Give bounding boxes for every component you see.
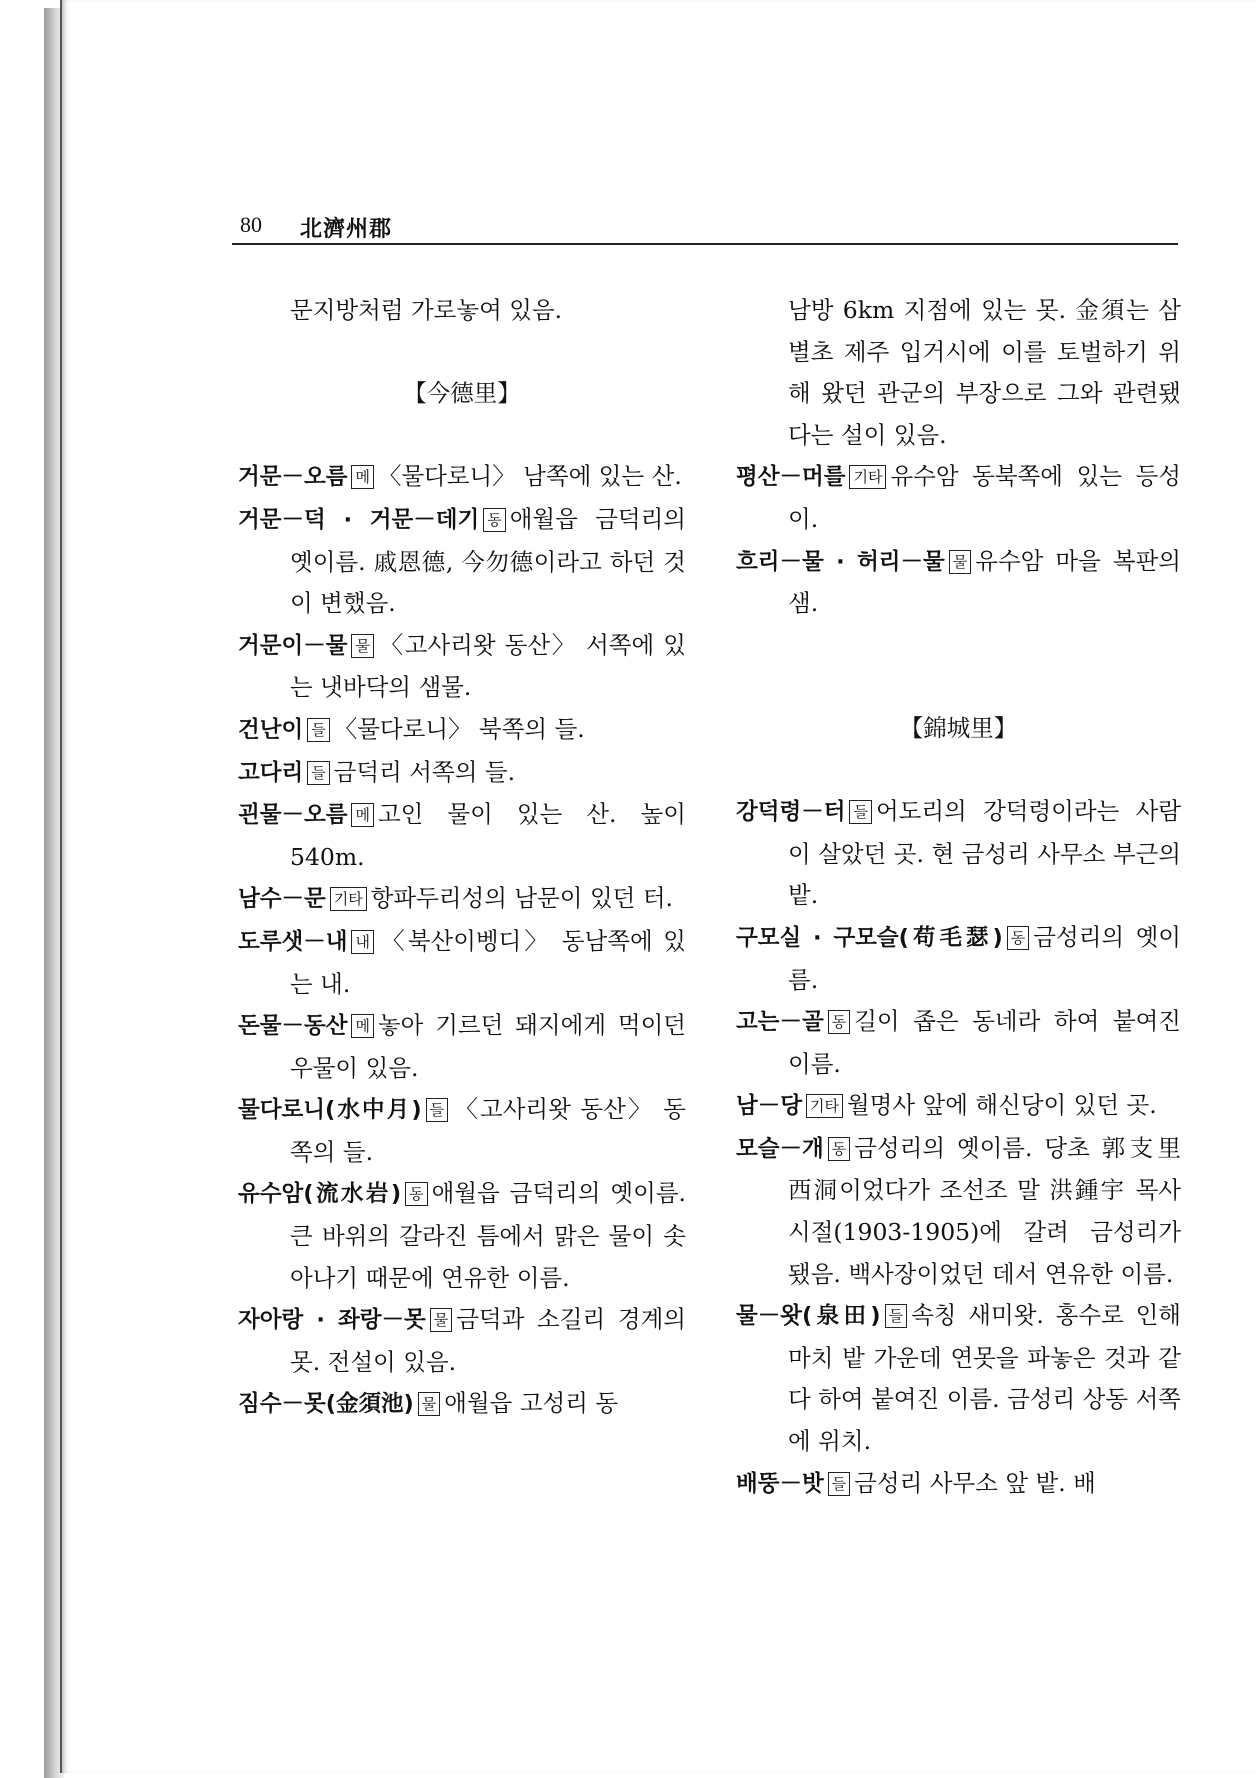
entry-category-tag: 메 xyxy=(351,1014,374,1038)
dictionary-entry xyxy=(238,921,686,1005)
entry-text: 금성리의 옛이름. xyxy=(788,922,1181,994)
entry-category-tag: 물 xyxy=(418,1392,441,1416)
entry-headword: 거문－덕 · 거문－데기 xyxy=(238,506,480,533)
entry-headword: 짐수－못(金須池) xyxy=(238,1391,414,1418)
entry-category-tag: 기타 xyxy=(806,1094,843,1118)
entry-text: 어도리의 강덕령이라는 사람이 살았던 곳. 현 금성리 사무소 부근의 밭. xyxy=(788,797,1181,910)
entry-headword: 돈물－동산 xyxy=(238,1013,348,1040)
entry-text: 유수암 마을 복판의 샘. xyxy=(788,546,1181,618)
entry-headword: 모슬－개 xyxy=(736,1135,824,1162)
header-rule xyxy=(232,243,1178,245)
entry-category-tag: 물 xyxy=(430,1308,453,1332)
dictionary-entry xyxy=(736,1001,1181,1085)
entry-headword: 고다리 xyxy=(238,759,304,786)
entry-text: 항파두리성의 남문이 있던 터. xyxy=(370,884,673,913)
entry-category-tag: 들 xyxy=(885,1304,908,1328)
entry-category-tag: 들 xyxy=(426,1098,449,1122)
dictionary-entry xyxy=(238,709,686,752)
entry-category-tag: 내 xyxy=(351,930,374,954)
entry-text: 금덕과 소길리 경계의 못. 전설이 있음. xyxy=(290,1305,686,1376)
entry-text: 길이 좁은 동네라 하여 붙여진 이름. xyxy=(788,1007,1181,1078)
entry-text: 애월읍 금덕리의 옛이름. 戚恩德, 今勿德이라고 하던 것이 변했음. xyxy=(290,504,686,618)
dictionary-entry xyxy=(736,1128,1181,1295)
entry-category-tag: 물 xyxy=(351,634,374,658)
entry-category-tag: 동 xyxy=(828,1010,851,1034)
entry-category-tag: 동 xyxy=(405,1182,428,1206)
entry-text: 속칭 새미왓. 홍수로 인해 마치 밭 가운데 연못을 파놓은 것과 같다 하여 붙여진 이름. 금성리 상동 서쪽에 위치. xyxy=(788,1301,1181,1456)
dictionary-entry xyxy=(736,1085,1181,1128)
dictionary-entry xyxy=(238,752,686,795)
entry-headword: 강덕령－터 xyxy=(736,799,846,826)
entry-headword: 남－당 xyxy=(736,1093,802,1120)
entry-headword: 자아랑 · 좌랑－못 xyxy=(238,1307,426,1334)
section-heading: 【今德里】 xyxy=(403,379,521,408)
entry-text: 금덕리 서쪽의 들. xyxy=(333,757,516,786)
dictionary-entry xyxy=(736,1463,1181,1506)
page-header xyxy=(240,212,1170,242)
entry-headword: 괸물－오름 xyxy=(238,802,348,829)
entry-text: 놓아 기르던 돼지에게 먹이던 우물이 있음. xyxy=(290,1011,686,1082)
dictionary-entry xyxy=(238,1005,686,1089)
dictionary-entry xyxy=(238,794,686,878)
entry-headword: 흐리－물 · 허리－물 xyxy=(736,548,945,575)
dictionary-entry xyxy=(238,1299,686,1383)
dictionary-entry xyxy=(238,1173,686,1299)
entry-text: 월명사 앞에 해신당이 있던 곳. xyxy=(846,1091,1157,1120)
running-title: 北濟州郡 xyxy=(300,217,393,242)
entry-text: 〈고사리왓 동산〉 서쪽에 있는 냇바닥의 샘물. xyxy=(290,630,686,702)
entry-text: 고인 물이 있는 산. 높이 540m. xyxy=(290,800,686,871)
entry-list xyxy=(736,456,1181,624)
entry-headword: 거문이－물 xyxy=(238,632,348,659)
dictionary-entry xyxy=(736,541,1181,625)
entry-headword: 고는－골 xyxy=(736,1009,824,1036)
entry-headword: 유수암(流水岩) xyxy=(238,1181,402,1208)
entry-category-tag: 물 xyxy=(949,550,972,574)
entry-list xyxy=(736,791,1181,1505)
entry-category-tag: 들 xyxy=(307,761,330,785)
entry-category-tag: 메 xyxy=(351,803,374,827)
entry-text: 〈물다로니〉 북쪽의 들. xyxy=(333,714,585,743)
dictionary-entry xyxy=(736,1295,1181,1462)
entry-category-tag: 들 xyxy=(828,1472,851,1496)
entry-text: 금성리의 옛이름. 당초 郭支里 西洞이었다가 조선조 말 洪鍾宇 목사 시절(1903-1905)에 갈려 금성리가 됐음. 백사장이었던 데서 연유한 이름. xyxy=(788,1133,1181,1288)
entry-headword: 남수－문 xyxy=(238,886,326,913)
dictionary-entry xyxy=(238,499,686,625)
entry-category-tag: 들 xyxy=(307,718,330,742)
entry-headword: 배뚱－밧 xyxy=(736,1470,824,1497)
left-column xyxy=(238,290,686,1426)
entry-category-tag: 메 xyxy=(351,465,374,489)
continued-text: 문지방처럼 가로놓여 있음. xyxy=(290,296,563,324)
entry-headword: 거문－오름 xyxy=(238,464,348,491)
dictionary-entry xyxy=(238,878,686,921)
entry-category-tag: 동 xyxy=(1007,926,1030,950)
entry-category-tag: 기타 xyxy=(849,465,886,489)
entry-headword: 건난이 xyxy=(238,716,304,743)
entry-text: 〈북산이벵디〉 동남쪽에 있는 내. xyxy=(290,926,686,998)
dictionary-entry xyxy=(736,917,1181,1001)
continued-text: 남방 6km 지점에 있는 못. 金須는 삼별초 제주 입거시에 이를 토벌하기 위해 왔던 관군의 부장으로 그와 관련됐다는 설이 있음. xyxy=(788,296,1181,449)
entry-headword: 물다로니(水中月) xyxy=(238,1097,422,1124)
right-column xyxy=(736,290,1181,1505)
dictionary-entry xyxy=(238,625,686,709)
page-number: 80 xyxy=(240,212,262,237)
entry-text: 〈물다로니〉 남쪽에 있는 산. xyxy=(377,462,682,491)
entry-text: 애월읍 고성리 동 xyxy=(444,1389,619,1418)
entry-category-tag: 동 xyxy=(828,1137,851,1161)
entry-text: 금성리 사무소 앞 밭. 배 xyxy=(854,1468,1096,1497)
entry-text: 유수암 동북쪽에 있는 등성이. xyxy=(788,462,1181,533)
section-heading: 【錦城里】 xyxy=(899,713,1018,742)
entry-text: 〈고사리왓 동산〉 동쪽의 들. xyxy=(290,1095,686,1166)
dictionary-entry xyxy=(736,456,1181,540)
entry-list xyxy=(238,456,686,1426)
entry-category-tag: 들 xyxy=(849,800,872,824)
entry-headword: 도루샛－내 xyxy=(238,928,348,955)
entry-text: 애월읍 금덕리의 옛이름. 큰 바위의 갈라진 틈에서 맑은 물이 솟아나기 때문에 연유한 이름. xyxy=(290,1179,686,1292)
dictionary-entry xyxy=(736,791,1181,917)
entry-headword: 구모실 · 구모슬(苟毛瑟) xyxy=(736,924,1003,951)
entry-headword: 물－왓(泉田) xyxy=(736,1303,881,1330)
entry-category-tag: 기타 xyxy=(330,887,367,911)
entry-headword: 평산－머를 xyxy=(736,464,846,491)
dictionary-entry xyxy=(238,456,686,499)
dictionary-entry xyxy=(238,1089,686,1173)
entry-category-tag: 동 xyxy=(483,508,506,532)
dictionary-entry xyxy=(238,1383,686,1426)
